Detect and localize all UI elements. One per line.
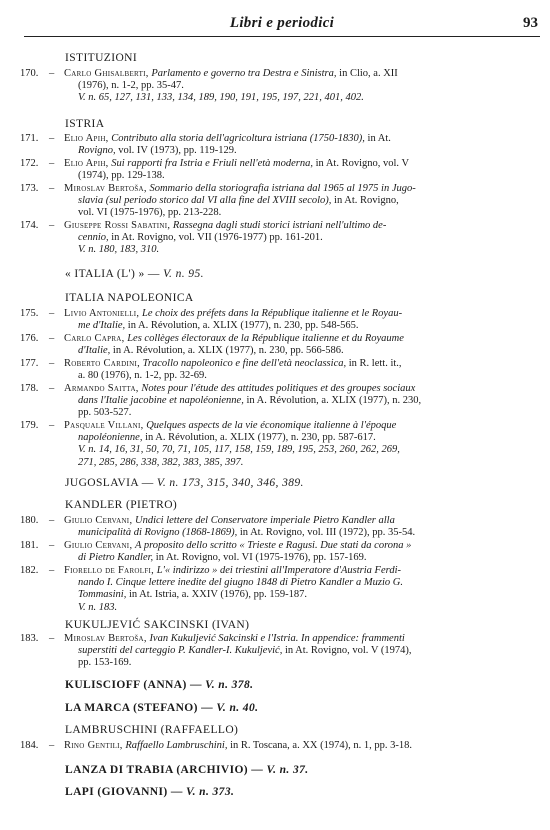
entry-source: in A. Révolution, a. XLIX (1977), n. 230, pp. 566-586. (112, 345, 344, 357)
entry-title: Notes pour l'étude des attitudes politiques et des groupes sociaux (141, 383, 416, 394)
running-title: Libri e periodici (229, 15, 335, 31)
entry-source: in At. (367, 133, 391, 144)
heading-crossref: V. n. 378. (205, 679, 254, 691)
section-heading-istituzioni: ISTITUZIONI (65, 52, 138, 64)
heading-crossref: V. n. 173, 315, 340, 346, 389. (156, 477, 304, 489)
section-heading-jugoslavia (65, 477, 304, 489)
entry-dash: – (49, 540, 55, 551)
entry-source: in At. Rovigno, vol. V (315, 158, 410, 169)
entry-number: 184. (20, 740, 39, 751)
entry-author: Elio Apih, (64, 158, 109, 169)
entry-author: Miroslav Bertoša, (64, 183, 147, 194)
entry-author: Giulio Cervani, (64, 540, 133, 551)
entry-author: Giulio Cervani, (64, 515, 133, 526)
entry-source-cont: vol. IV (1973), pp. 119-129. (118, 145, 237, 157)
entry-author: Fiorello de Farolfi, (64, 565, 155, 576)
heading-text: « ITALIA (L') » — (65, 268, 160, 280)
heading-crossref: V. n. 95. (163, 268, 204, 280)
section-heading-lanza-di-trabia (65, 764, 309, 776)
entry-crossref: V. n. 183. (78, 601, 118, 613)
heading-crossref: V. n. 40. (216, 702, 259, 714)
entry-title: Le choix des préfets dans la République italienne et le Royau- (141, 308, 403, 319)
entry-title-cont: nando I. Cinque lettere inedite del giugno 1848 di Pietro Kandler a Muzio G. (78, 577, 403, 589)
entry-title: Quelques aspects de la vie économique italienne à l'époque (146, 420, 397, 431)
entry-title: Les collèges électoraux de la République italienne et du Royaume (127, 333, 404, 344)
entry-title-cont: di Pietro Kandler, (78, 552, 154, 564)
entry-author: Armando Saitta, (64, 383, 139, 394)
heading-text: LA MARCA (STEFANO) — (65, 702, 214, 714)
entry-number: 171. (20, 133, 39, 144)
entry-author: Giuseppe Rossi Sabatini, (64, 220, 171, 231)
entry-crossref: V. n. 180, 183, 310. (78, 244, 160, 256)
entry-number: 182. (20, 565, 39, 576)
entry-dash: – (49, 740, 55, 751)
entry-title-end: Tommasini, (78, 589, 127, 601)
entry-source-cont: (1974), pp. 129-138. (78, 170, 165, 182)
section-heading-lapi (65, 786, 234, 798)
entry-number: 172. (20, 158, 39, 169)
entry-source-cont: pp. 503-527. (78, 407, 132, 419)
entry-number: 177. (20, 358, 39, 369)
entry-title-cont: superstiti del carteggio P. Kandler-I. Kukuljević, (78, 645, 283, 657)
entry-source: in At. Rovigno, vol. VII (1976-1977) pp. 161-201. (111, 232, 323, 244)
entry-title-cont: napoléonienne, (78, 432, 143, 444)
entry-author: Roberto Cardini, (64, 358, 141, 369)
entry-number: 173. (20, 183, 39, 194)
entry-title: L'« indirizzo » dei triestini all'Imperatore d'Austria Ferdi- (156, 565, 401, 576)
entry-author: Elio Apih, (64, 133, 109, 144)
heading-crossref: V. n. 373. (186, 786, 235, 798)
entry-title: Contributo alla storia dell'agricoltura istriana (1750-1830), (111, 133, 365, 144)
section-heading-italia (65, 268, 204, 280)
entry-number: 179. (20, 420, 39, 431)
entry-title-cont: d'Italie, (78, 345, 111, 357)
entry-dash: – (49, 383, 55, 394)
entry-dash: – (49, 565, 55, 576)
entry-source: in At. Rovigno, vol. VI (1975-1976), pp. 157-169. (155, 552, 367, 564)
entry-source: in R. Toscana, a. XX (1974), n. 1, pp. 3-18. (230, 740, 412, 751)
entry-dash: – (49, 308, 55, 319)
section-heading-kandler: KANDLER (PIETRO) (65, 499, 178, 511)
entry-source: in A. Révolution, a. XLIX (1977), n. 230, pp. 587-617. (145, 432, 376, 444)
entry-author: Livio Antonielli, (64, 308, 140, 319)
entry-title: Sommario della storiografia istriana dal 1965 al 1975 in Jugo- (149, 183, 416, 194)
heading-text: LANZA DI TRABIA (ARCHIVIO) — (65, 764, 264, 776)
entry-source-cont: a. 80 (1976), n. 1-2, pp. 32-69. (78, 370, 207, 382)
entry-author: Miroslav Bertoša, (64, 633, 147, 644)
entry-title-cont: municipalità di Rovigno (1868-1869), (78, 527, 238, 539)
section-heading-istria: ISTRIA (65, 118, 105, 130)
entry-source: in A. Révolution, a. XLIX (1977), n. 230, (246, 395, 422, 407)
entry-author: Rino Gentili, (64, 740, 123, 751)
section-heading-italia-napoleonica: ITALIA NAPOLEONICA (65, 292, 194, 304)
section-heading-kukuljevic: KUKULJEVIĆ SAKCINSKI (IVAN) (65, 619, 250, 631)
entry-title-cont: me d'Italie, (78, 320, 126, 332)
entry-source-cont: (1976), n. 1-2, pp. 35-47. (78, 80, 184, 92)
entry-dash: – (49, 420, 55, 431)
entry-dash: – (49, 515, 55, 526)
entry-dash: – (49, 68, 55, 79)
entry-source: in At. Rovigno, (334, 195, 399, 207)
page-number: 93 (523, 15, 538, 31)
entry-number: 183. (20, 633, 39, 644)
entry-crossref-cont: 271, 285, 286, 338, 382, 383, 385, 397. (78, 456, 244, 468)
entry-title-cont: cennio, (78, 232, 109, 244)
entry-number: 176. (20, 333, 39, 344)
entry-title-cont: slavia (sul periodo storico dal VI alla fine del XVIII secolo), (78, 195, 332, 207)
entry-source: in R. lett. it., (348, 358, 402, 369)
entry-title-cont: dans l'Italie jacobine et napoléonienne, (78, 395, 244, 407)
heading-text: JUGOSLAVIA — (65, 477, 154, 489)
entry-dash: – (49, 133, 55, 144)
entry-dash: – (49, 358, 55, 369)
entry-dash: – (49, 183, 55, 194)
section-heading-lambruschini: LAMBRUSCHINI (RAFFAELLO) (65, 724, 239, 736)
entry-title: Tracollo napoleonico e fine dell'età neoclassica, (142, 358, 347, 369)
entry-number: 181. (20, 540, 39, 551)
entry-author: Pasquale Villani, (64, 420, 144, 431)
heading-crossref: V. n. 37. (266, 764, 309, 776)
entry-title: Raffaello Lambruschini, (125, 740, 228, 751)
entry-number: 175. (20, 308, 39, 319)
entry-title: Ivan Kukuljević Sakcinski e l'Istria. In appendice: frammenti (149, 633, 405, 644)
entry-source: in At. Rovigno, vol. V (1974), (284, 645, 412, 657)
entry-title: A proposito dello scritto « Trieste e Ragusi. Due stati da corona » (135, 540, 412, 551)
entry-title: Sui rapporti fra Istria e Friuli nell'età moderna, (111, 158, 313, 169)
entry-dash: – (49, 633, 55, 644)
entry-source: in A. Révolution, a. XLIX (1977), n. 230, pp. 548-565. (127, 320, 359, 332)
heading-text: KULISCIOFF (ANNA) — (65, 679, 202, 691)
entry-title: Rassegna dagli studi storici istriani nell'ultimo de- (172, 220, 387, 231)
entry-title: Undici lettere del Conservatore imperiale Pietro Kandler alla (135, 515, 395, 526)
entry-dash: – (49, 158, 55, 169)
entry-source-cont: vol. VI (1975-1976), pp. 213-228. (78, 207, 222, 219)
entry-dash: – (49, 220, 55, 231)
entry-source: in Clio, a. XII (339, 68, 398, 79)
heading-text: LAPI (GIOVANNI) — (65, 786, 183, 798)
section-heading-kuliscioff (65, 679, 253, 691)
entry-source: in At. Rovigno, vol. III (1972), pp. 35-54. (239, 527, 416, 539)
running-header (24, 14, 540, 37)
entry-source-cont: pp. 153-169. (78, 657, 132, 669)
entry-source-journal: Rovigno, (78, 145, 116, 157)
entry-number: 178. (20, 383, 39, 394)
entry-crossref: V. n. 14, 16, 31, 50, 70, 71, 105, 117, 158, 159, 189, 195, 253, 260, 262, 269, (78, 444, 400, 456)
entry-number: 180. (20, 515, 39, 526)
entry-source: in At. Istria, a. XXIV (1976), pp. 159-187. (128, 589, 307, 601)
entry-number: 174. (20, 220, 39, 231)
entry-title: Parlamento e governo tra Destra e Sinistra, (151, 68, 337, 79)
entry-dash: – (49, 333, 55, 344)
entry-number: 170. (20, 68, 39, 79)
section-heading-la-marca (65, 702, 258, 714)
entry-author: Carlo Ghisalberti, (64, 68, 149, 79)
entry-author: Carlo Capra, (64, 333, 125, 344)
entry-crossref: V. n. 65, 127, 131, 133, 134, 189, 190, 191, 195, 197, 221, 401, 402. (78, 92, 364, 104)
